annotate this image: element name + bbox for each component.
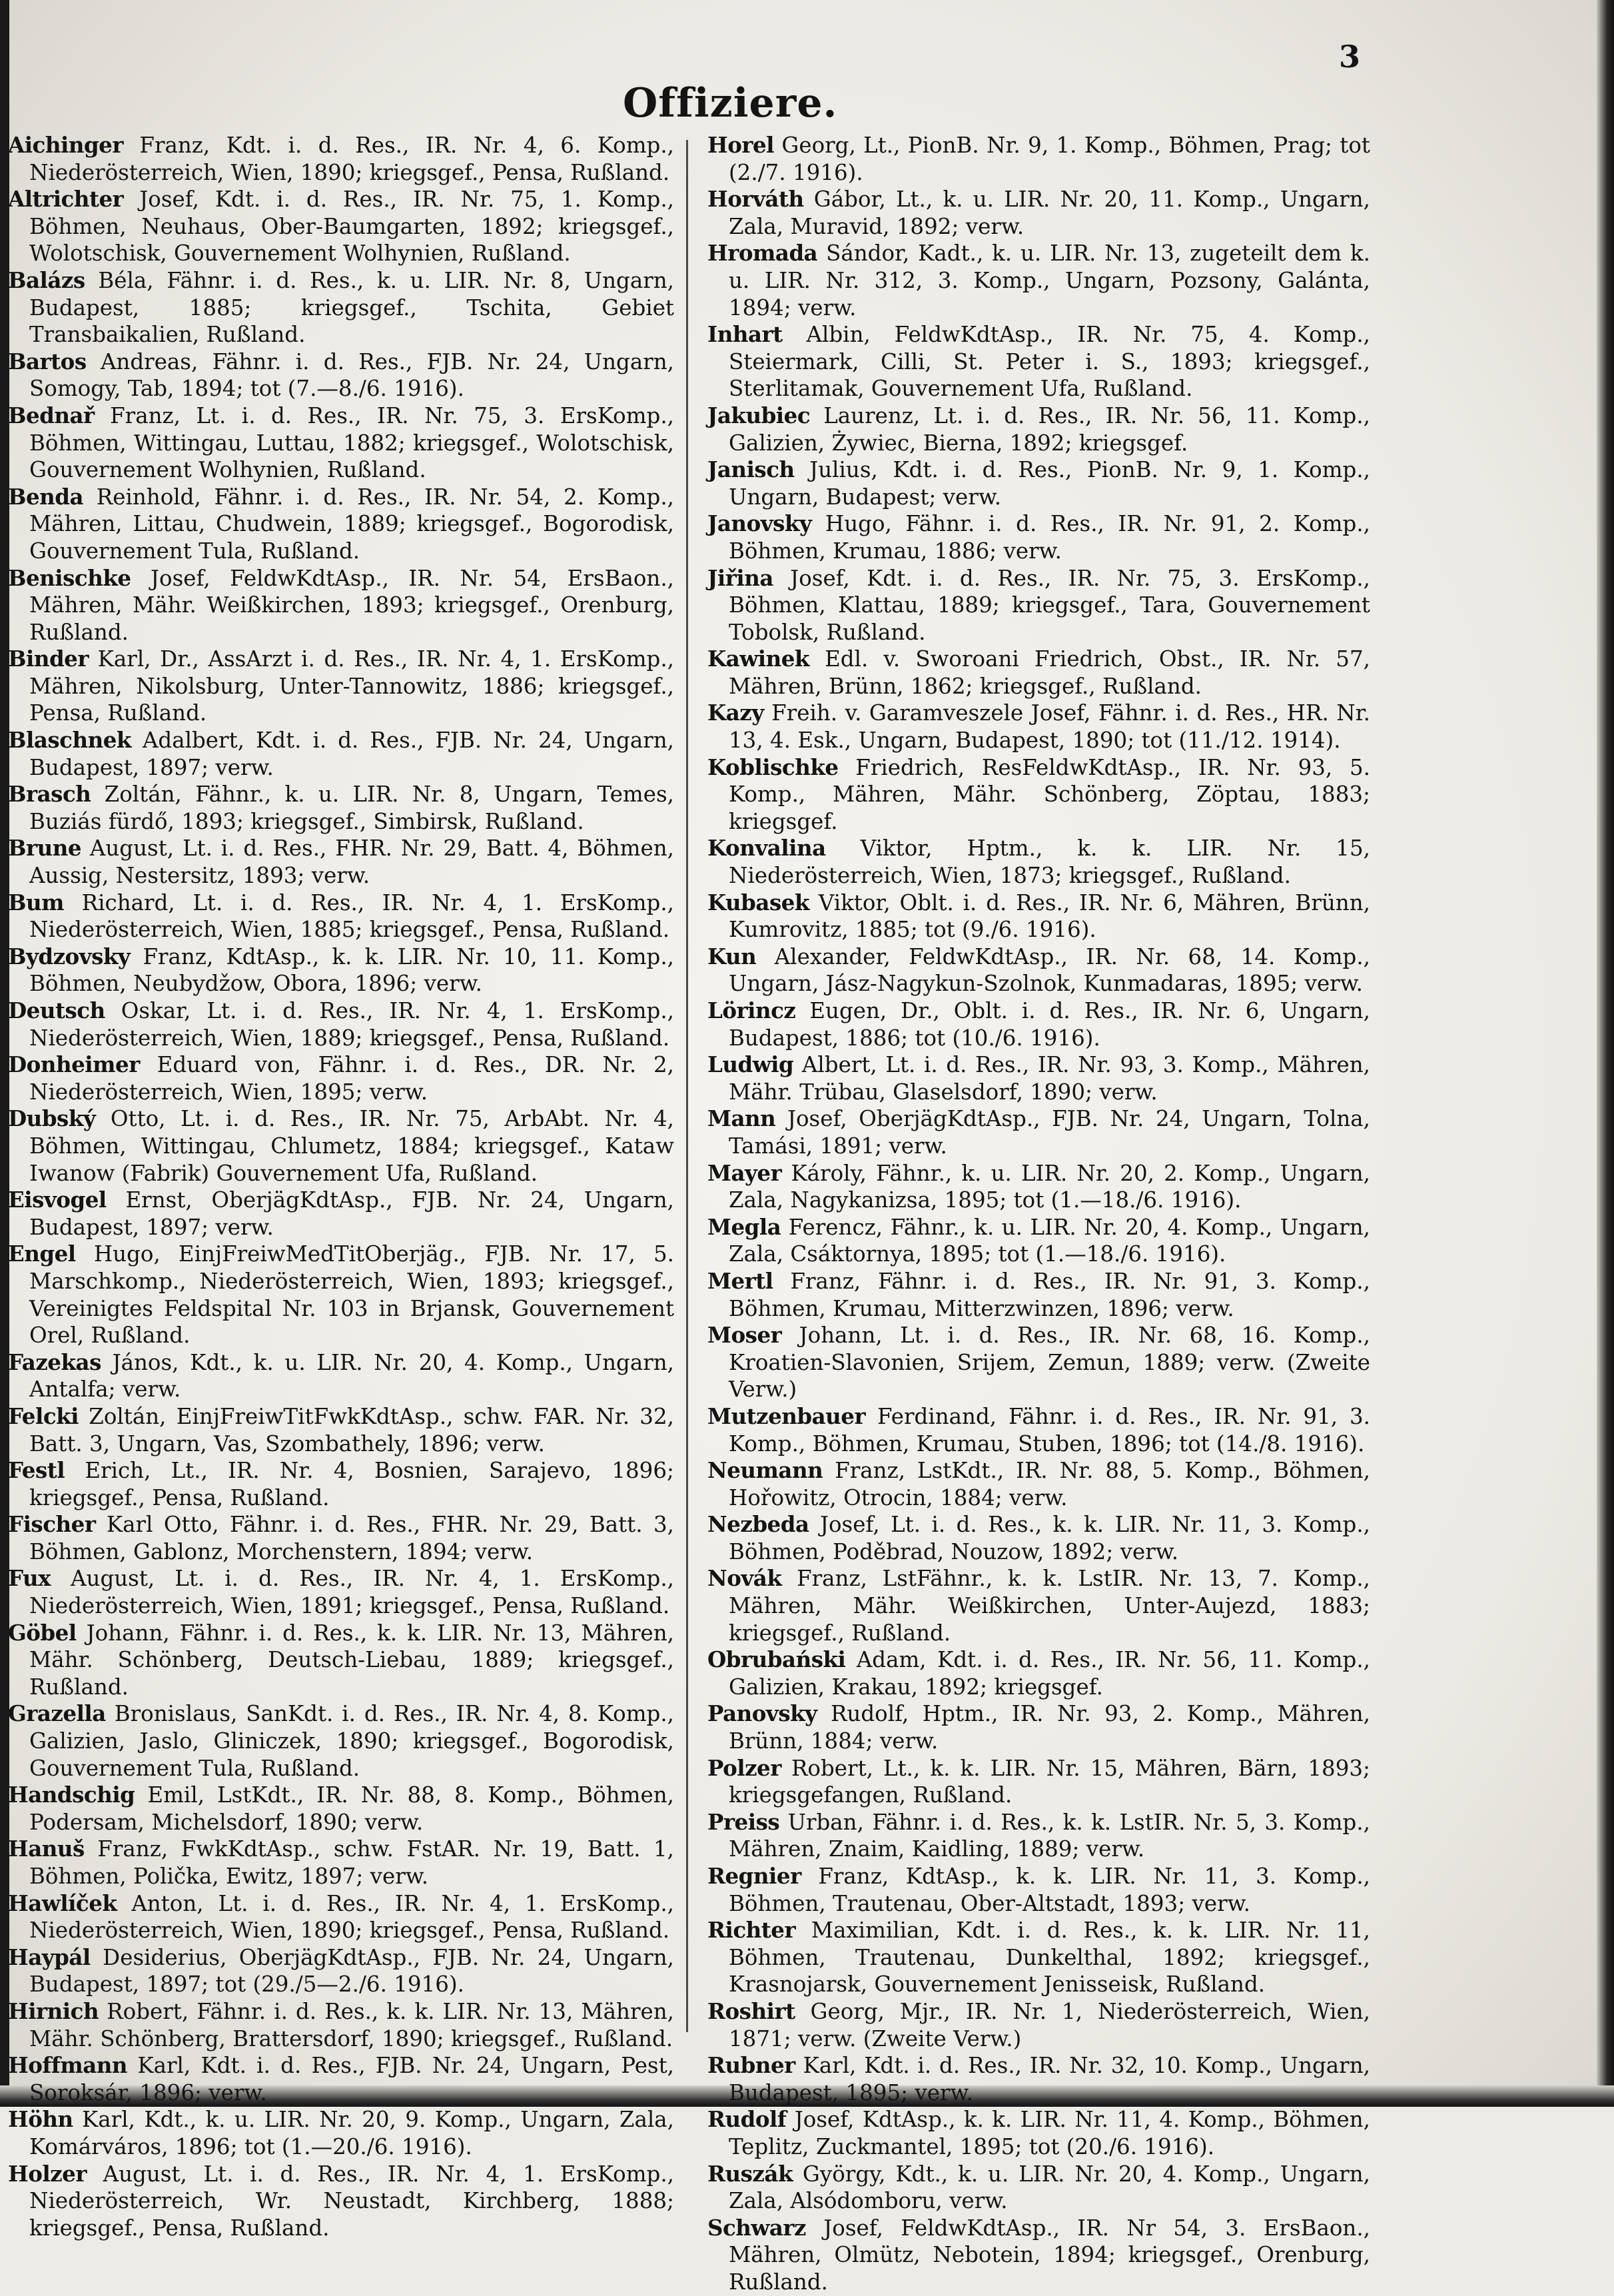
- officer-entry: [707, 1755, 1370, 1809]
- officer-entry: [8, 1782, 674, 1836]
- officer-entry: [8, 1051, 674, 1105]
- officer-entry: [707, 510, 1370, 564]
- officer-details: Josef, Kdt. i. d. Res., IR. Nr. 75, 3. ErsKomp., Böhmen, Klattau, 1889; kriegsgef., Tara, Gouvernement Tobolsk, Rußland.: [729, 565, 1370, 645]
- officer-details: Rudolf, Hptm., IR. Nr. 93, 2. Komp., Mähren, Brünn, 1884; verw.: [729, 1701, 1370, 1754]
- officer-surname: Brune: [8, 835, 82, 861]
- officer-surname: Konvalina: [707, 835, 826, 861]
- officer-entry: [8, 1836, 674, 1890]
- officer-surname: Donheimer: [8, 1051, 140, 1078]
- officer-details: Georg, Mjr., IR. Nr. 1, Niederösterreich, Wien, 1871; verw. (Zweite Verw.): [729, 1998, 1370, 2051]
- officer-surname: Jakubiec: [707, 402, 811, 428]
- officer-surname: Hanuš: [8, 1836, 85, 1862]
- officer-details: August, Lt. i. d. Res., IR. Nr. 4, 1. ErsKomp., Niederösterreich, Wr. Neustadt, Kirchberg, 1888; kriegsgef., Pensa, Rußland.: [29, 2161, 674, 2241]
- officer-details: Robert, Lt., k. k. LIR. Nr. 15, Mähren, Bärn, 1893; kriegsgefangen, Rußland.: [729, 1755, 1370, 1808]
- officer-surname: Horel: [707, 132, 775, 158]
- officer-details: Hugo, EinjFreiwMedTitOberjäg., FJB. Nr. 17, 5. Marschkomp., Niederösterreich, Wien, 1893; kriegsgef., Vereinigtes Feldspital Nr. 103 in Brjansk, Gouvernement Orel, Rußland.: [29, 1241, 674, 1349]
- officer-entry: [707, 402, 1370, 456]
- officer-entry: [8, 1187, 674, 1241]
- officer-entry: [8, 2052, 674, 2106]
- officer-details: Anton, Lt. i. d. Res., IR. Nr. 4, 1. ErsKomp., Niederösterreich, Wien, 1890; kriegsgef., Pensa, Rußland.: [29, 1890, 674, 1944]
- officer-details: Adam, Kdt. i. d. Res., IR. Nr. 56, 11. Komp., Galizien, Krakau, 1892; kriegsgef.: [729, 1647, 1370, 1700]
- officer-entry: [707, 943, 1370, 997]
- officer-entry: [8, 781, 674, 835]
- officer-surname: Schwarz: [707, 2214, 807, 2241]
- officer-entry: [707, 1051, 1370, 1105]
- officer-entry: [707, 754, 1370, 836]
- officer-details: Johann, Fähnr. i. d. Res., k. k. LIR. Nr. 13, Mähren, Mähr. Schönberg, Deutsch-Liebau, 1889; kriegsgef., Rußland.: [29, 1620, 674, 1700]
- officer-surname: Nezbeda: [707, 1511, 809, 1538]
- officer-entry: [707, 1565, 1370, 1646]
- officer-details: Ferencz, Fähnr., k. u. LIR. Nr. 20, 4. Komp., Ungarn, Zala, Csáktornya, 1895; tot (1.—18./6. 1916).: [729, 1214, 1370, 1267]
- officer-surname: Panovsky: [707, 1700, 817, 1727]
- officer-details: Zoltán, Fähnr., k. u. LIR. Nr. 8, Ungarn, Temes, Buziás fürdő, 1893; kriegsgef., Simbirsk, Rußland.: [29, 782, 674, 834]
- officer-details: Karl, Kdt., k. u. LIR. Nr. 20, 9. Komp., Ungarn, Zala, Komárváros, 1896; tot (1.—20./6. 1916).: [29, 2107, 674, 2159]
- officer-details: Eugen, Dr., Oblt. i. d. Res., IR. Nr. 6, Ungarn, Budapest, 1886; tot (10./6. 1916).: [729, 998, 1370, 1051]
- officer-surname: Grazella: [8, 1700, 106, 1727]
- officer-surname: Regnier: [707, 1863, 801, 1889]
- officer-surname: Bum: [8, 889, 64, 915]
- officer-entry: [707, 997, 1370, 1051]
- officer-surname: Fischer: [8, 1511, 96, 1538]
- officer-details: Ernst, OberjägKdtAsp., FJB. Nr. 24, Ungarn, Budapest, 1897; verw.: [29, 1187, 674, 1240]
- officer-entry: [8, 889, 674, 943]
- officer-details: Viktor, Hptm., k. k. LIR. Nr. 15, Niederösterreich, Wien, 1873; kriegsgef., Rußland.: [729, 836, 1370, 889]
- officer-entry: [8, 132, 674, 186]
- page-title: Offiziere.: [623, 80, 838, 127]
- officer-surname: Rubner: [707, 2052, 795, 2079]
- officer-surname: Roshirt: [707, 1998, 795, 2024]
- officer-details: Károly, Fähnr., k. u. LIR. Nr. 20, 2. Komp., Ungarn, Zala, Nagykanizsa, 1895; tot (1.—18./6. 1916).: [729, 1160, 1370, 1213]
- officer-entry: [8, 2161, 674, 2242]
- officer-details: Sándor, Kadt., k. u. LIR. Nr. 13, zugeteilt dem k. u. LIR. Nr. 312, 3. Komp., Ungarn, Pozsony, Galánta, 1894; verw.: [729, 241, 1370, 320]
- officer-details: Franz, Fähnr. i. d. Res., IR. Nr. 91, 3. Komp., Böhmen, Krumau, Mitterzwinzen, 1896; verw.: [729, 1268, 1370, 1321]
- officer-surname: Bartos: [8, 348, 87, 374]
- officer-details: Oskar, Lt. i. d. Res., IR. Nr. 4, 1. ErsKomp., Niederösterreich, Wien, 1889; kriegsgef., Pensa, Rußland.: [29, 998, 674, 1051]
- officer-details: Karl, Kdt. i. d. Res., IR. Nr. 32, 10. Komp., Ungarn, Budapest, 1895; verw.: [729, 2053, 1370, 2105]
- officer-entry: [8, 1241, 674, 1349]
- officer-details: Josef, FeldwKdtAsp., IR. Nr 54, 3. ErsBaon., Mähren, Olmütz, Nebotein, 1894; kriegsgef., Orenburg, Rußland.: [729, 2215, 1370, 2295]
- officer-entry: [8, 267, 674, 348]
- officer-details: Richard, Lt. i. d. Res., IR. Nr. 4, 1. ErsKomp., Niederösterreich, Wien, 1885; kriegsgef., Pensa, Rußland.: [29, 889, 674, 943]
- officer-details: Hugo, Fähnr. i. d. Res., IR. Nr. 91, 2. Komp., Böhmen, Krumau, 1886; verw.: [729, 511, 1370, 564]
- officer-surname: Kun: [707, 943, 757, 969]
- officer-details: Josef, KdtAsp., k. k. LIR. Nr. 11, 4. Komp., Böhmen, Teplitz, Zuckmantel, 1895; tot (20./6. 1916).: [729, 2107, 1370, 2159]
- officer-entry: [8, 348, 674, 402]
- officer-surname: Fux: [8, 1565, 51, 1592]
- officer-details: Franz, LstFähnr., k. k. LstIR. Nr. 13, 7. Komp., Mähren, Mähr. Weißkirchen, Unter-Aujezd, 1883; kriegsgef., Rußland.: [729, 1566, 1370, 1646]
- officer-entry: [8, 1105, 674, 1187]
- officer-entry: [707, 1214, 1370, 1268]
- officer-surname: Hoffmann: [8, 2052, 128, 2079]
- officer-details: Gábor, Lt., k. u. LIR. Nr. 20, 11. Komp., Ungarn, Zala, Muravid, 1892; verw.: [729, 187, 1370, 239]
- officer-details: Karl Otto, Fähnr. i. d. Res., FHR. Nr. 29, Batt. 3, Böhmen, Gablonz, Morchenstern, 1894; verw.: [29, 1512, 674, 1564]
- officer-entry: [707, 1160, 1370, 1214]
- officer-surname: Mayer: [707, 1159, 782, 1186]
- officer-surname: Janovsky: [707, 510, 812, 537]
- officer-entry: [707, 1917, 1370, 1998]
- officer-entry: [8, 1890, 674, 1944]
- officer-details: Albin, FeldwKdtAsp., IR. Nr. 75, 4. Komp., Steiermark, Cilli, St. Peter i. S., 1893; kriegsgef., Sterlitamak, Gouvernement Ufa, Rußland.: [729, 322, 1370, 402]
- officer-details: Reinhold, Fähnr. i. d. Res., IR. Nr. 54, 2. Komp., Mähren, Littau, Chudwein, 1889; kriegsgef., Bogorodisk, Gouvernement Tula, Rußland.: [29, 484, 674, 564]
- officer-entry: [8, 1700, 674, 1782]
- officer-details: Franz, Lt. i. d. Res., IR. Nr. 75, 3. ErsKomp., Böhmen, Wittingau, Luttau, 1882; kriegsgef., Wolotschisk, Gouvernement Wolhynien, Rußland.: [29, 402, 674, 483]
- officer-entry: [8, 1998, 674, 2052]
- officer-entry: [8, 835, 674, 889]
- officer-entry: [707, 1322, 1370, 1403]
- officer-surname: Benda: [8, 483, 84, 510]
- officer-details: Julius, Kdt. i. d. Res., PionB. Nr. 9, 1. Komp., Ungarn, Budapest; verw.: [729, 457, 1370, 510]
- officer-details: Freih. v. Garamveszele Josef, Fähnr. i. d. Res., HR. Nr. 13, 4. Esk., Ungarn, Budapest, 1890; tot (11./12. 1914).: [729, 700, 1370, 754]
- officer-entry: [8, 1565, 674, 1619]
- officer-entry: [707, 889, 1370, 943]
- officer-entry: [707, 1457, 1370, 1511]
- officer-surname: Balázs: [8, 267, 85, 293]
- officer-surname: Kawinek: [707, 646, 809, 672]
- officer-surname: Janisch: [707, 456, 795, 483]
- officer-entry: [8, 646, 674, 727]
- officer-entry: [707, 1268, 1370, 1322]
- officer-surname: Ruszák: [707, 2160, 793, 2187]
- officer-surname: Ludwig: [707, 1051, 794, 1078]
- column-divider: [686, 140, 688, 2032]
- officer-entry: [707, 565, 1370, 646]
- officer-surname: Festl: [8, 1457, 65, 1484]
- officer-details: Karl, Kdt. i. d. Res., FJB. Nr. 24, Ungarn, Pest, Soroksár, 1896; verw.: [29, 2053, 674, 2105]
- officer-details: Emil, LstKdt., IR. Nr. 88, 8. Komp., Böhmen, Podersam, Michelsdorf, 1890; verw.: [29, 1782, 674, 1835]
- officer-entry: [707, 1511, 1370, 1565]
- officer-surname: Dubský: [8, 1105, 96, 1132]
- officer-entry: [707, 1105, 1370, 1159]
- officer-surname: Binder: [8, 646, 89, 672]
- officer-surname: Jiřina: [707, 564, 773, 591]
- officer-entry: [707, 2215, 1370, 2296]
- officer-details: Urban, Fähnr. i. d. Res., k. k. LstIR. Nr. 5, 3. Komp., Mähren, Znaim, Kaidling, 1889; verw.: [729, 1809, 1370, 1862]
- officer-entry: [707, 1646, 1370, 1700]
- officer-details: August, Lt. i. d. Res., IR. Nr. 4, 1. ErsKomp., Niederösterreich, Wien, 1891; kriegsgef., Pensa, Rußland.: [29, 1566, 674, 1619]
- officer-entry: [707, 2161, 1370, 2215]
- officer-surname: Mann: [707, 1105, 776, 1132]
- officer-surname: Kazy: [707, 700, 764, 726]
- officer-surname: Aichinger: [8, 132, 123, 158]
- officer-details: Béla, Fähnr. i. d. Res., k. u. LIR. Nr. 8, Ungarn, Budapest, 1885; kriegsgef., Tschita, Gebiet Transbaikalien, Rußland.: [29, 267, 675, 348]
- officer-surname: Mertl: [707, 1267, 773, 1294]
- officer-entry: [707, 1998, 1370, 2052]
- officer-details: Franz, FwkKdtAsp., schw. FstAR. Nr. 19, Batt. 1, Böhmen, Polička, Ewitz, 1897; verw.: [29, 1836, 674, 1889]
- officer-details: Bronislaus, SanKdt. i. d. Res., IR. Nr. 4, 8. Komp., Galizien, Jaslo, Gliniczek, 1890; kriegsgef., Bogorodisk, Gouvernement Tula, Rußland.: [29, 1701, 674, 1781]
- officer-details: Otto, Lt. i. d. Res., IR. Nr. 75, ArbAbt. Nr. 4, Böhmen, Wittingau, Chlumetz, 1884; kriegsgef., Kataw Iwanow (Fabrik) Gouvernement Ufa, Rußland.: [29, 1106, 674, 1186]
- officer-surname: Holzer: [8, 2160, 87, 2187]
- officer-surname: Göbel: [8, 1619, 77, 1646]
- officer-entry: [707, 1403, 1370, 1457]
- officer-surname: Preiss: [707, 1808, 780, 1835]
- officer-entry: [707, 1809, 1370, 1863]
- officer-details: August, Lt. i. d. Res., FHR. Nr. 29, Batt. 4, Böhmen, Aussig, Nestersitz, 1893; verw.: [29, 836, 674, 889]
- officer-surname: Benischke: [8, 564, 131, 591]
- officer-details: Karl, Dr., AssArzt i. d. Res., IR. Nr. 4, 1. ErsKomp., Mähren, Nikolsburg, Unter-Tannowitz, 1886; kriegsgef., Pensa, Rußland.: [29, 646, 674, 726]
- officer-details: Alexander, FeldwKdtAsp., IR. Nr. 68, 14. Komp., Ungarn, Jász-Nagykun-Szolnok, Kunmadaras, 1895; verw.: [729, 943, 1370, 997]
- officer-entry: [707, 1863, 1370, 1917]
- officer-surname: Höhn: [8, 2106, 73, 2133]
- officer-surname: Hawlíček: [8, 1890, 117, 1916]
- officer-details: Johann, Lt. i. d. Res., IR. Nr. 68, 16. Komp., Kroatien-Slavonien, Srijem, Zemun, 1889; verw. (Zweite Verw.): [729, 1323, 1371, 1403]
- officer-details: Friedrich, ResFeldwKdtAsp., IR. Nr. 93, 5. Komp., Mähren, Mähr. Schönberg, Zöptau, 1883; kriegsgef.: [729, 754, 1370, 834]
- officer-details: Josef, OberjägKdtAsp., FJB. Nr. 24, Ungarn, Tolna, Tamási, 1891; verw.: [729, 1106, 1370, 1159]
- officer-surname: Inhart: [707, 321, 783, 348]
- officer-surname: Handschig: [8, 1782, 135, 1808]
- officer-details: Georg, Lt., PionB. Nr. 9, 1. Komp., Böhmen, Prag; tot (2./7. 1916).: [729, 133, 1370, 185]
- officer-details: Robert, Fähnr. i. d. Res., k. k. LIR. Nr. 13, Mähren, Mähr. Schönberg, Brattersdorf, 1890; kriegsgef., Rußland.: [29, 1998, 674, 2051]
- officer-surname: Altrichter: [8, 186, 124, 213]
- officer-entry: [707, 321, 1370, 402]
- officer-surname: Koblischke: [707, 754, 839, 780]
- officer-entry: [8, 402, 674, 484]
- officer-entry: [707, 700, 1370, 754]
- officer-details: Albert, Lt. i. d. Res., IR. Nr. 93, 3. Komp., Mähren, Mähr. Trübau, Glaselsdorf, 1890; verw.: [729, 1052, 1370, 1105]
- officer-surname: Engel: [8, 1241, 76, 1267]
- officer-surname: Neumann: [707, 1457, 823, 1484]
- officer-entry: [8, 565, 674, 646]
- officer-entry: [707, 646, 1370, 700]
- officer-details: Laurenz, Lt. i. d. Res., IR. Nr. 56, 11. Komp., Galizien, Żywiec, Bierna, 1892; kriegsgef.: [729, 402, 1370, 456]
- officer-entry: [8, 1620, 674, 1701]
- officer-surname: Felcki: [8, 1403, 79, 1429]
- officer-surname: Blaschnek: [8, 727, 131, 754]
- officer-details: Josef, Kdt. i. d. Res., IR. Nr. 75, 1. Komp., Böhmen, Neuhaus, Ober-Baumgarten, 1892; kriegsgef., Wolotschisk, Gouvernement Wolhynien, Rußland.: [29, 187, 674, 267]
- left-column: [8, 132, 674, 2241]
- officer-surname: Bydzovsky: [8, 943, 131, 969]
- officer-entry: [8, 484, 674, 565]
- officer-surname: Fazekas: [8, 1349, 101, 1375]
- officer-details: Maximilian, Kdt. i. d. Res., k. k. LIR. Nr. 11, Böhmen, Trautenau, Dunkelthal, 1892; kriegsgef., Krasnojarsk, Gouvernement Jenisseisk, Rußland.: [729, 1918, 1370, 1998]
- page-number: 3: [1339, 39, 1361, 75]
- officer-surname: Hirnich: [8, 1998, 99, 2024]
- officer-surname: Polzer: [707, 1754, 781, 1781]
- officer-surname: Obrubański: [707, 1646, 846, 1673]
- officer-surname: Lörincz: [707, 997, 796, 1023]
- officer-details: Franz, LstKdt., IR. Nr. 88, 5. Komp., Böhmen, Hořowitz, Otrocin, 1884; verw.: [729, 1458, 1370, 1510]
- officer-entry: [707, 240, 1370, 321]
- officer-surname: Horváth: [707, 186, 804, 213]
- officer-surname: Haypál: [8, 1944, 91, 1970]
- officer-surname: Eisvogel: [8, 1187, 107, 1213]
- officer-entry: [8, 1457, 674, 1511]
- officer-surname: Deutsch: [8, 997, 105, 1023]
- officer-entry: [707, 835, 1370, 889]
- officer-details: Josef, FeldwKdtAsp., IR. Nr. 54, ErsBaon., Mähren, Mähr. Weißkirchen, 1893; kriegsgef., Orenburg, Rußland.: [29, 565, 675, 645]
- officer-details: János, Kdt., k. u. LIR. Nr. 20, 4. Komp., Ungarn, Antalfa; verw.: [29, 1349, 674, 1403]
- officer-details: Zoltán, EinjFreiwTitFwkKdtAsp., schw. FAR. Nr. 32, Batt. 3, Ungarn, Vas, Szombathely, 1896; verw.: [29, 1403, 674, 1456]
- officer-entry: [8, 2106, 674, 2160]
- scan-edge-right: [1597, 0, 1614, 2107]
- officer-details: Andreas, Fähnr. i. d. Res., FJB. Nr. 24, Ungarn, Somogy, Tab, 1894; tot (7.—8./6. 1916).: [29, 348, 674, 402]
- officer-details: Josef, Lt. i. d. Res., k. k. LIR. Nr. 11, 3. Komp., Böhmen, Poděbrad, Nouzow, 1892; verw.: [729, 1512, 1370, 1564]
- officer-details: Erich, Lt., IR. Nr. 4, Bosnien, Sarajevo, 1896; kriegsgef., Pensa, Rußland.: [29, 1458, 674, 1510]
- officer-entry: [8, 943, 674, 997]
- officer-details: György, Kdt., k. u. LIR. Nr. 20, 4. Komp., Ungarn, Zala, Alsódomboru, verw.: [729, 2161, 1370, 2214]
- officer-entry: [707, 456, 1370, 510]
- officer-details: Desiderius, OberjägKdtAsp., FJB. Nr. 24, Ungarn, Budapest, 1897; tot (29./5—2./6. 1916).: [29, 1944, 674, 1998]
- officer-entry: [8, 1511, 674, 1565]
- officer-entry: [8, 727, 674, 781]
- officer-details: Franz, KdtAsp., k. k. LIR. Nr. 10, 11. Komp., Böhmen, Neubydžow, Obora, 1896; verw.: [29, 943, 674, 997]
- officer-surname: Novák: [707, 1565, 782, 1592]
- officer-surname: Brasch: [8, 781, 91, 808]
- officer-entry: [707, 2052, 1370, 2106]
- officer-entry: [8, 1944, 674, 1998]
- officer-details: Franz, Kdt. i. d. Res., IR. Nr. 4, 6. Komp., Niederösterreich, Wien, 1890; kriegsgef., Pensa, Rußland.: [29, 133, 674, 185]
- officer-entry: [8, 1349, 674, 1403]
- officer-surname: Kubasek: [707, 889, 809, 915]
- officer-surname: Rudolf: [707, 2106, 787, 2133]
- officer-entry: [707, 2106, 1370, 2160]
- officer-details: Eduard von, Fähnr. i. d. Res., DR. Nr. 2, Niederösterreich, Wien, 1895; verw.: [29, 1052, 674, 1105]
- officer-surname: Moser: [707, 1322, 782, 1349]
- officer-details: Franz, KdtAsp., k. k. LIR. Nr. 11, 3. Komp., Böhmen, Trautenau, Ober-Altstadt, 1893; verw.: [729, 1864, 1370, 1916]
- officer-details: Ferdinand, Fähnr. i. d. Res., IR. Nr. 91, 3. Komp., Böhmen, Krumau, Stuben, 1896; tot (14./8. 1916).: [729, 1403, 1370, 1456]
- officer-details: Viktor, Oblt. i. d. Res., IR. Nr. 6, Mähren, Brünn, Kumrovitz, 1885; tot (9./6. 1916).: [729, 889, 1370, 943]
- officer-entry: [707, 1700, 1370, 1754]
- officer-details: Edl. v. Sworoani Friedrich, Obst., IR. Nr. 57, Mähren, Brünn, 1862; kriegsgef., Rußland.: [729, 646, 1370, 699]
- officer-entry: [8, 1403, 674, 1457]
- officer-surname: Richter: [707, 1917, 796, 1944]
- officer-details: Adalbert, Kdt. i. d. Res., FJB. Nr. 24, Ungarn, Budapest, 1897; verw.: [29, 728, 674, 780]
- officer-entry: [8, 997, 674, 1051]
- officer-surname: Bednař: [8, 402, 95, 428]
- right-column: [707, 132, 1370, 2296]
- officer-entry: [707, 186, 1370, 240]
- officer-surname: Hromada: [707, 240, 818, 267]
- officer-entry: [8, 186, 674, 267]
- officer-surname: Mutzenbauer: [707, 1403, 866, 1429]
- officer-surname: Megla: [707, 1213, 781, 1240]
- officer-entry: [707, 132, 1370, 186]
